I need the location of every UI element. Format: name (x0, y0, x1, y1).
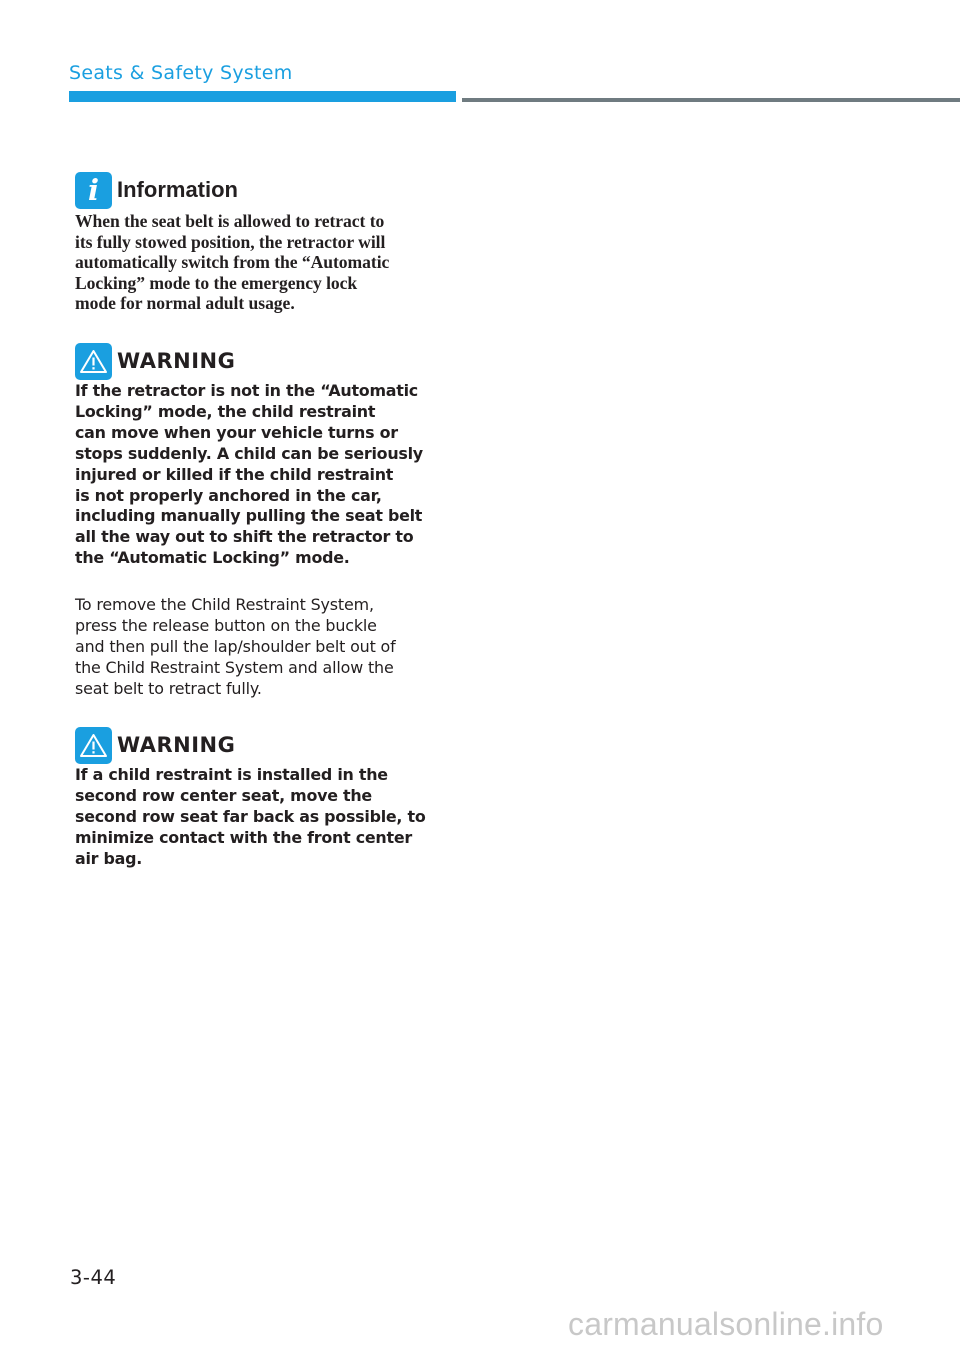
info-notice-text (75, 211, 447, 314)
warning-1-text (75, 381, 447, 569)
warning-triangle-icon (75, 727, 112, 764)
text-line: press the release button on the buckle (75, 615, 377, 635)
text-line: If the retractor is not in the “Automatic (75, 381, 418, 400)
text-line: When the seat belt is allowed to retract to (75, 211, 385, 231)
text-line: air bag. (75, 848, 143, 868)
text-line: including manually pulling the seat belt (75, 506, 423, 526)
body-paragraph (75, 595, 447, 700)
info-notice-header (75, 171, 447, 209)
info-icon: i (75, 172, 112, 209)
section-title: Seats & Safety System (69, 62, 293, 84)
text-line: stops suddenly. A child can be seriously (75, 443, 423, 463)
text-line: injured or killed if the child restraint (75, 464, 394, 484)
warning-1-header (75, 342, 447, 380)
text-line: second row seat far back as possible, to (75, 806, 426, 826)
text-line: minimize contact with the front center (75, 827, 412, 847)
text-line: and then pull the lap/shoulder belt out of (75, 636, 396, 656)
warning-notice-2 (75, 726, 447, 870)
warning-notice-1 (75, 342, 447, 569)
warning-2-header (75, 726, 447, 764)
warning-2-text (75, 765, 447, 870)
text-line: is not properly anchored in the car, (75, 485, 382, 505)
page-number: 3-44 (70, 1266, 117, 1289)
info-notice (75, 171, 447, 314)
text-line: Locking” mode, the child restraint (75, 401, 376, 421)
warning-triangle-icon (75, 343, 112, 380)
text-line: Locking” mode to the emergency lock (75, 272, 358, 293)
text-line: the Child Restraint System and allow the (75, 657, 394, 677)
header-rule-blue (69, 91, 456, 102)
text-line: all the way out to shift the retractor to (75, 527, 414, 547)
watermark: carmanualsonline.info (568, 1306, 884, 1342)
text-line: its fully stowed position, the retractor will (75, 231, 386, 252)
text-line: To remove the Child Restraint System, (75, 595, 374, 614)
text-line: seat belt to retract fully. (75, 678, 262, 698)
info-notice-title: Information (117, 177, 238, 202)
header-rule-gray (462, 98, 960, 102)
warning-1-title: WARNING (117, 349, 236, 373)
text-line: the “Automatic Locking” mode. (75, 548, 350, 568)
text-line: can move when your vehicle turns or (75, 422, 398, 442)
text-line: second row center seat, move the (75, 785, 372, 805)
text-line: If a child restraint is installed in the (75, 765, 388, 784)
warning-2-title: WARNING (117, 733, 236, 757)
text-line: automatically switch from the “Automatic (75, 252, 390, 273)
text-line: mode for normal adult usage. (75, 293, 295, 314)
